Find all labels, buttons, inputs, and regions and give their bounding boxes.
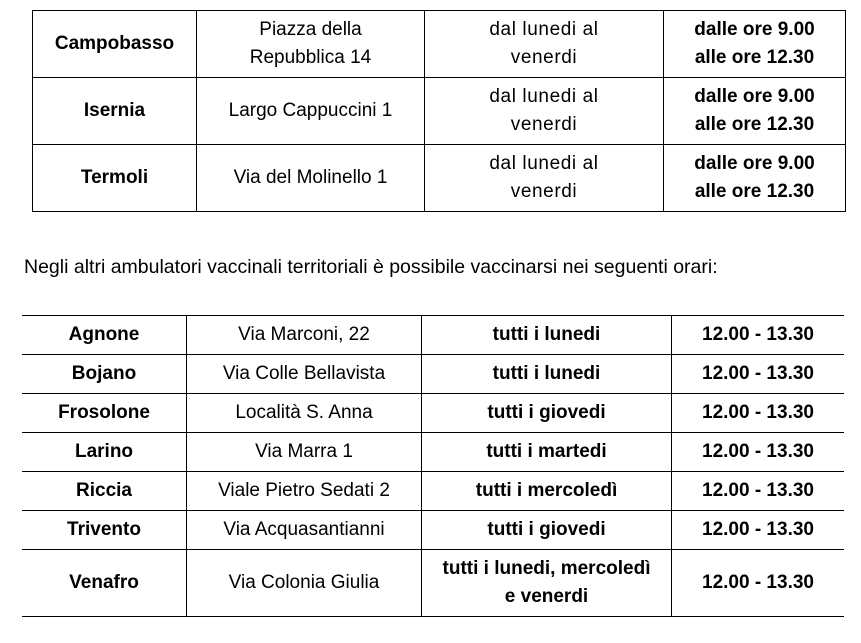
hours-cell: 12.00 - 13.30	[672, 472, 845, 511]
city-cell	[33, 145, 197, 212]
hours-cell: 12.00 - 13.30	[672, 433, 845, 472]
city-cell: Venafro	[22, 550, 187, 617]
days-line: e venerdi	[504, 586, 589, 607]
days-cell	[425, 11, 664, 78]
table-row	[22, 511, 844, 550]
hours-cell: 12.00 - 13.30	[672, 550, 845, 617]
hours-cell: 12.00 - 13.30	[672, 316, 845, 355]
days-cell	[425, 78, 664, 145]
address-cell	[197, 11, 425, 78]
days-cell: tutti i martedi	[422, 433, 672, 472]
days-line: dal lunedi al	[489, 153, 599, 174]
hours-cell	[664, 11, 846, 78]
table-row	[33, 78, 846, 145]
address-cell	[197, 145, 425, 212]
hours-cell	[664, 145, 846, 212]
intro-paragraph: Negli altri ambulatori vaccinali territoriali è possibile vaccinarsi nei seguenti orari:	[24, 256, 718, 278]
address-cell: Via Colonia Giulia	[187, 550, 422, 617]
address-line: Largo Cappuccini 1	[228, 100, 393, 121]
address-cell: Via Acquasantianni	[187, 511, 422, 550]
city-cell: Trivento	[22, 511, 187, 550]
days-line: venerdi	[510, 181, 578, 202]
table-row	[22, 355, 844, 394]
city-name: Campobasso	[54, 33, 175, 54]
hours-line: dalle ore 9.00	[694, 19, 815, 40]
hours-cell	[664, 78, 846, 145]
city-cell	[33, 78, 197, 145]
hours-line: dalle ore 9.00	[694, 153, 815, 174]
hours-line: dalle ore 9.00	[694, 86, 815, 107]
days-cell: tutti i giovedi	[422, 511, 672, 550]
address-cell: Viale Pietro Sedati 2	[187, 472, 422, 511]
days-line: dal lunedi al	[489, 86, 599, 107]
city-cell: Bojano	[22, 355, 187, 394]
days-cell	[422, 550, 672, 617]
days-line: tutti i lunedi, mercoledì	[442, 558, 651, 579]
address-cell: Località S. Anna	[187, 394, 422, 433]
address-cell	[197, 78, 425, 145]
address-cell: Via Marra 1	[187, 433, 422, 472]
address-line: Via del Molinello 1	[233, 167, 388, 188]
days-cell	[425, 145, 664, 212]
days-cell: tutti i lunedi	[422, 355, 672, 394]
city-name: Isernia	[83, 100, 146, 121]
address-cell: Via Marconi, 22	[187, 316, 422, 355]
days-cell: tutti i giovedi	[422, 394, 672, 433]
table-row	[33, 145, 846, 212]
table-row	[33, 11, 846, 78]
hours-cell: 12.00 - 13.30	[672, 355, 845, 394]
hours-line: alle ore 12.30	[694, 181, 815, 202]
other-centers-table	[22, 315, 844, 617]
hours-line: alle ore 12.30	[694, 47, 815, 68]
main-centers-table	[32, 10, 846, 212]
days-line: dal lunedi al	[489, 19, 599, 40]
table-row	[22, 394, 844, 433]
city-cell: Agnone	[22, 316, 187, 355]
table-row	[22, 316, 844, 355]
days-line: venerdi	[510, 47, 578, 68]
city-cell: Larino	[22, 433, 187, 472]
hours-cell: 12.00 - 13.30	[672, 511, 845, 550]
city-cell: Riccia	[22, 472, 187, 511]
table-row	[22, 472, 844, 511]
days-cell: tutti i lunedi	[422, 316, 672, 355]
hours-line: alle ore 12.30	[694, 114, 815, 135]
days-line: venerdi	[510, 114, 578, 135]
city-cell: Frosolone	[22, 394, 187, 433]
days-cell: tutti i mercoledì	[422, 472, 672, 511]
table-row	[22, 433, 844, 472]
table-row	[22, 550, 844, 617]
city-name: Termoli	[80, 167, 149, 188]
address-cell: Via Colle Bellavista	[187, 355, 422, 394]
address-line: Piazza della	[259, 19, 362, 40]
hours-cell: 12.00 - 13.30	[672, 394, 845, 433]
city-cell	[33, 11, 197, 78]
address-line: Repubblica 14	[249, 47, 372, 68]
